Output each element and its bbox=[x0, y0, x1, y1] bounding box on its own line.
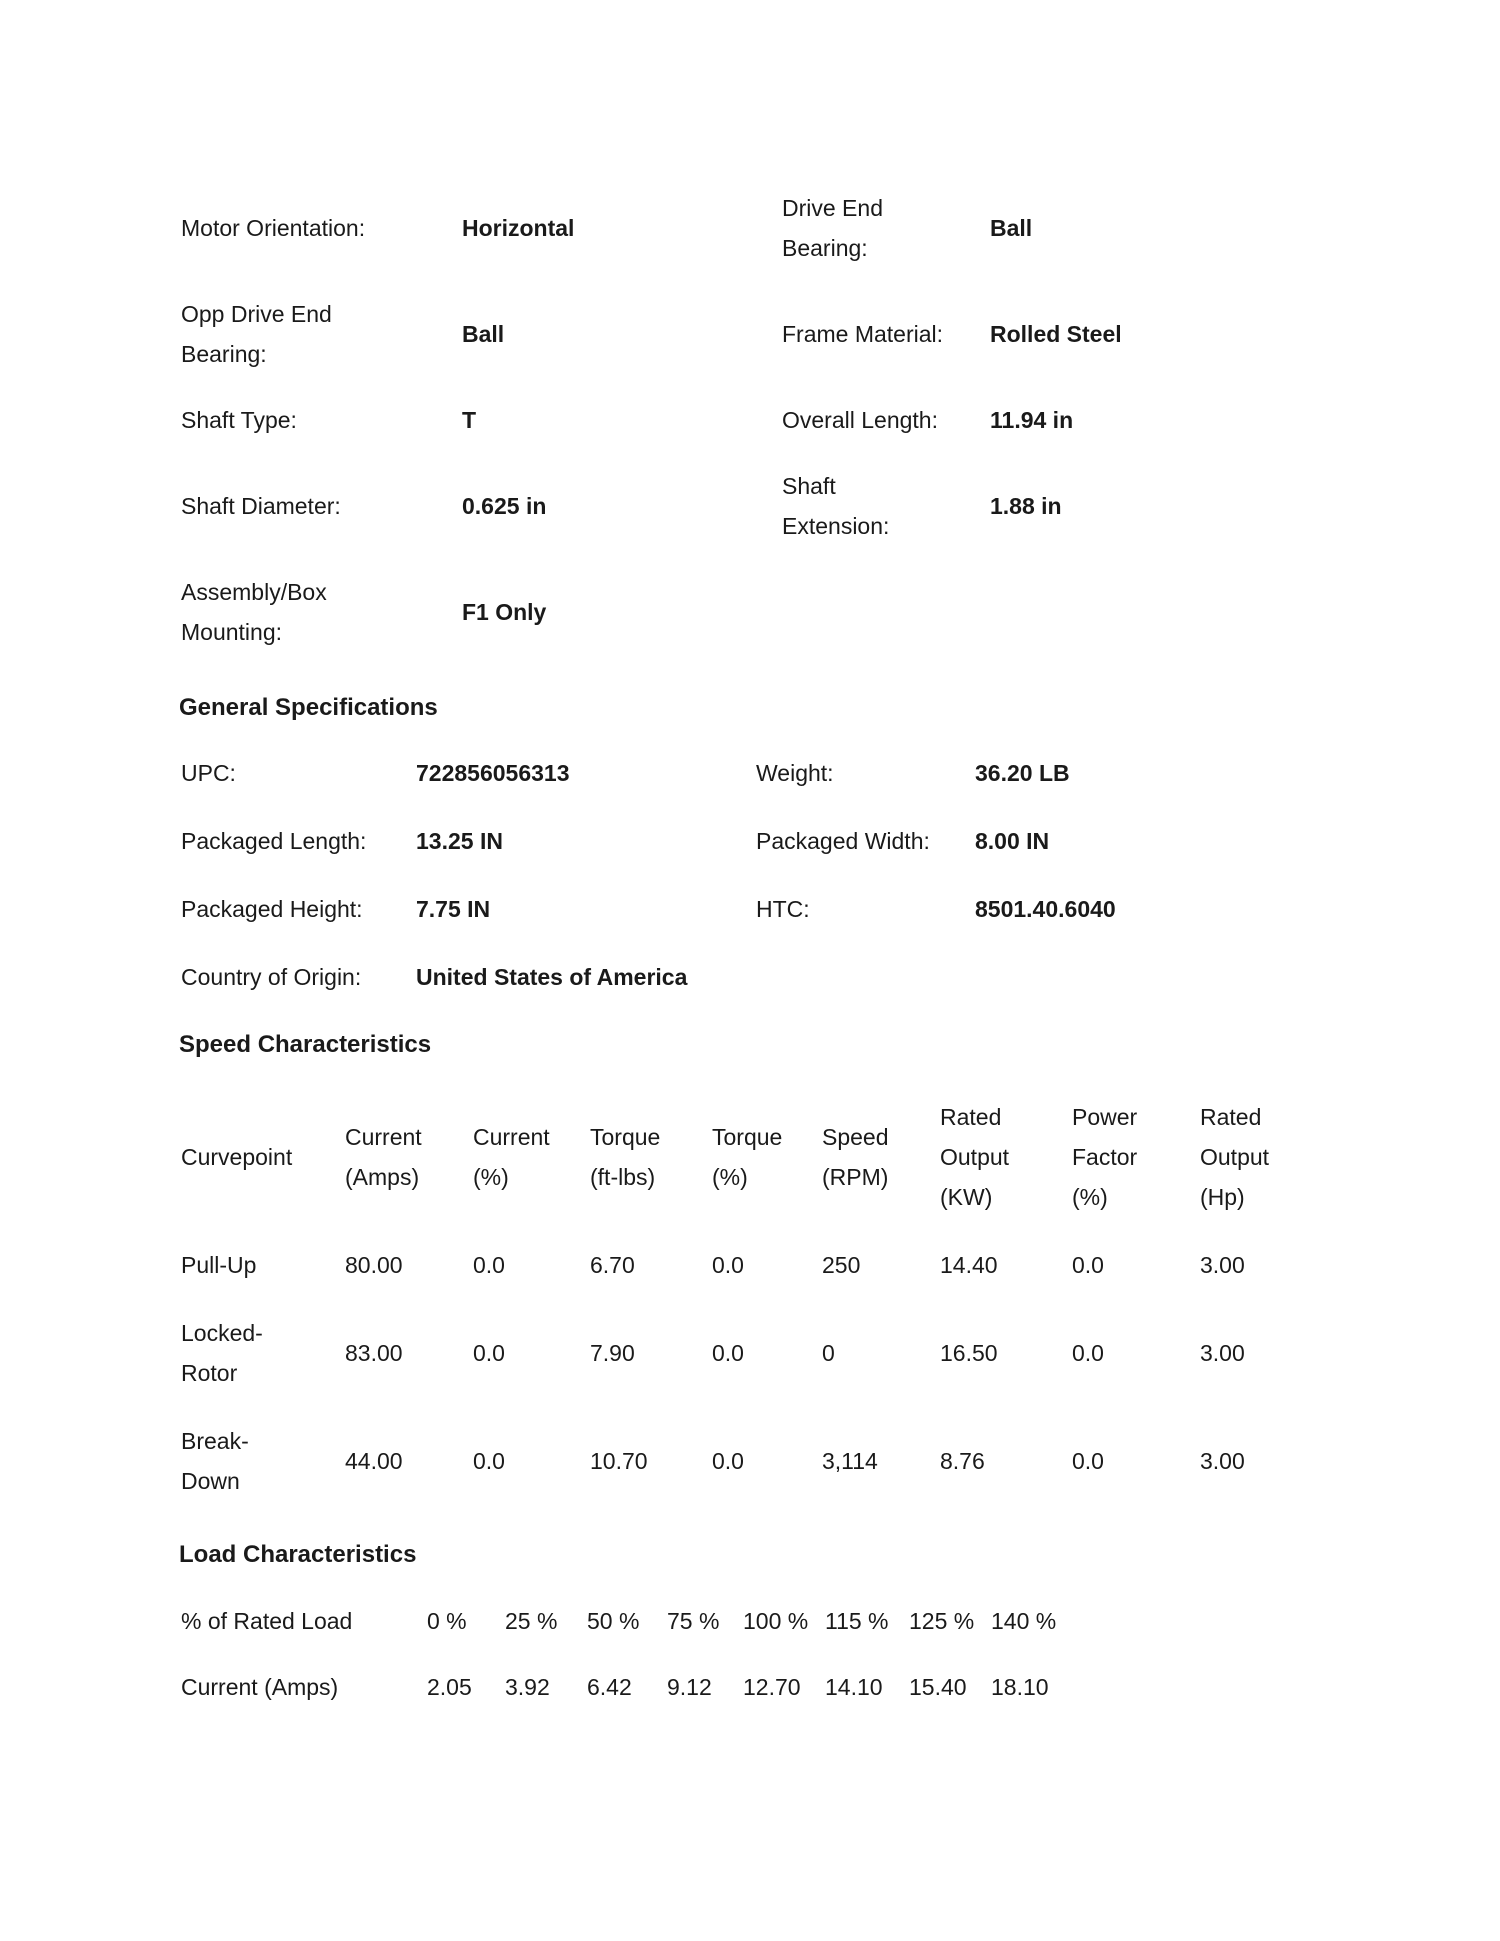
spec-value: 7.75 IN bbox=[416, 896, 491, 922]
column-header: Current (%) bbox=[473, 1124, 550, 1190]
spec-value: United States of America bbox=[416, 964, 688, 990]
spec-value: Rolled Steel bbox=[990, 321, 1122, 347]
table-cell: 25 % bbox=[505, 1608, 558, 1634]
spec-sheet bbox=[181, 188, 1361, 1733]
spec-value: 1.88 in bbox=[990, 493, 1062, 519]
spec-row-shaft-diameter bbox=[181, 466, 1361, 546]
table-cell: 8.76 bbox=[940, 1448, 985, 1474]
table-cell: 0.0 bbox=[473, 1340, 505, 1366]
table-cell: 0 % bbox=[427, 1608, 467, 1634]
column-header: Torque (%) bbox=[712, 1124, 783, 1190]
table-cell: 0.0 bbox=[473, 1448, 505, 1474]
table-cell: 3.00 bbox=[1200, 1448, 1245, 1474]
table-cell: 115 % bbox=[825, 1608, 889, 1634]
table-cell: 140 % bbox=[991, 1608, 1057, 1634]
spec-label: Packaged Length: bbox=[181, 828, 367, 854]
table-cell: 6.42 bbox=[587, 1674, 632, 1700]
column-header: Speed (RPM) bbox=[822, 1124, 889, 1190]
spec-row-country-of-origin bbox=[181, 957, 1361, 997]
table-cell: 16.50 bbox=[940, 1340, 998, 1366]
table-cell: 6.70 bbox=[590, 1252, 635, 1278]
table-cell: 14.10 bbox=[825, 1674, 883, 1700]
spec-label: Shaft Extension: bbox=[782, 473, 890, 539]
spec-row-upc bbox=[181, 753, 1361, 793]
spec-row-packaged-length bbox=[181, 821, 1361, 861]
column-header: Current (Amps) bbox=[345, 1124, 422, 1190]
speed-table-row-break-down bbox=[181, 1421, 1361, 1501]
column-header: Rated Output (KW) bbox=[940, 1104, 1010, 1210]
spec-value: 8501.40.6040 bbox=[975, 896, 1116, 922]
row-label: Current (Amps) bbox=[181, 1674, 339, 1700]
spec-value: F1 Only bbox=[462, 599, 547, 625]
table-cell: 83.00 bbox=[345, 1340, 403, 1366]
table-cell: 0.0 bbox=[712, 1340, 744, 1366]
load-row-current-amps bbox=[181, 1667, 1361, 1707]
table-cell: 2.05 bbox=[427, 1674, 472, 1700]
spec-label: Overall Length: bbox=[782, 407, 938, 433]
speed-table-row-locked-rotor bbox=[181, 1313, 1361, 1393]
spec-label: UPC: bbox=[181, 760, 236, 786]
row-label: % of Rated Load bbox=[181, 1608, 353, 1634]
spec-label: Weight: bbox=[756, 760, 834, 786]
spec-label: Frame Material: bbox=[782, 321, 944, 347]
table-cell: 0.0 bbox=[712, 1252, 744, 1278]
table-cell: 100 % bbox=[743, 1608, 809, 1634]
spec-value: Ball bbox=[990, 215, 1033, 241]
spec-label: Assembly/Box Mounting: bbox=[181, 579, 327, 645]
table-cell: 12.70 bbox=[743, 1674, 801, 1700]
speed-table-header bbox=[181, 1097, 1361, 1217]
table-cell: 125 % bbox=[909, 1608, 975, 1634]
spec-value: Horizontal bbox=[462, 215, 575, 241]
spec-row-packaged-height bbox=[181, 889, 1361, 929]
table-cell: 0.0 bbox=[1072, 1252, 1104, 1278]
spec-value: 722856056313 bbox=[416, 760, 570, 786]
speed-table-row-pull-up bbox=[181, 1245, 1361, 1285]
table-cell: 3.92 bbox=[505, 1674, 550, 1700]
load-characteristics-heading: Load Characteristics bbox=[179, 1541, 417, 1568]
column-header: Curvepoint bbox=[181, 1144, 293, 1170]
table-cell: 250 bbox=[822, 1252, 861, 1278]
spec-label: Motor Orientation: bbox=[181, 215, 366, 241]
spec-label: Packaged Height: bbox=[181, 896, 363, 922]
column-header: Power Factor (%) bbox=[1072, 1104, 1138, 1210]
table-cell: 15.40 bbox=[909, 1674, 967, 1700]
spec-row-shaft-type bbox=[181, 400, 1361, 440]
table-cell: 0.0 bbox=[473, 1252, 505, 1278]
table-cell: 44.00 bbox=[345, 1448, 403, 1474]
table-cell: 18.10 bbox=[991, 1674, 1049, 1700]
table-cell: 0.0 bbox=[1072, 1448, 1104, 1474]
spec-label: Country of Origin: bbox=[181, 964, 362, 990]
table-cell: 3.00 bbox=[1200, 1252, 1245, 1278]
table-cell: 14.40 bbox=[940, 1252, 998, 1278]
speed-characteristics-heading: Speed Characteristics bbox=[179, 1031, 432, 1058]
spec-value: 8.00 IN bbox=[975, 828, 1050, 854]
table-cell: 0 bbox=[822, 1340, 835, 1366]
table-cell: 0.0 bbox=[1072, 1340, 1104, 1366]
table-cell: 0.0 bbox=[712, 1448, 744, 1474]
spec-value: 0.625 in bbox=[462, 493, 547, 519]
table-cell: 9.12 bbox=[667, 1674, 712, 1700]
column-header: Torque (ft-lbs) bbox=[590, 1124, 661, 1190]
spec-label: Shaft Diameter: bbox=[181, 493, 341, 519]
spec-row-opp-drive-end-bearing bbox=[181, 294, 1361, 374]
spec-label: Packaged Width: bbox=[756, 828, 930, 854]
table-cell: 3,114 bbox=[822, 1448, 878, 1474]
table-cell: 7.90 bbox=[590, 1340, 635, 1366]
table-cell: 10.70 bbox=[590, 1448, 648, 1474]
spec-value: 13.25 IN bbox=[416, 828, 503, 854]
spec-label: HTC: bbox=[756, 896, 810, 922]
spec-value: 36.20 LB bbox=[975, 760, 1070, 786]
column-header: Rated Output (Hp) bbox=[1200, 1104, 1270, 1210]
spec-value: Ball bbox=[462, 321, 505, 347]
spec-row-assembly-box-mounting bbox=[181, 572, 1361, 652]
spec-label: Opp Drive End Bearing: bbox=[181, 301, 332, 367]
spec-label: Drive End Bearing: bbox=[782, 195, 883, 261]
table-cell: 80.00 bbox=[345, 1252, 403, 1278]
spec-value: T bbox=[462, 407, 477, 433]
general-specifications-heading: General Specifications bbox=[179, 694, 438, 721]
spec-label: Shaft Type: bbox=[181, 407, 297, 433]
load-row-percent-rated-load bbox=[181, 1601, 1361, 1641]
curvepoint-cell: Locked-Rotor bbox=[181, 1320, 263, 1386]
curvepoint-cell: Pull-Up bbox=[181, 1252, 257, 1278]
spec-value: 11.94 in bbox=[990, 407, 1074, 433]
curvepoint-cell: Break-Down bbox=[181, 1428, 249, 1494]
table-cell: 3.00 bbox=[1200, 1340, 1245, 1366]
table-cell: 75 % bbox=[667, 1608, 720, 1634]
spec-row-motor-orientation bbox=[181, 188, 1361, 268]
table-cell: 50 % bbox=[587, 1608, 640, 1634]
